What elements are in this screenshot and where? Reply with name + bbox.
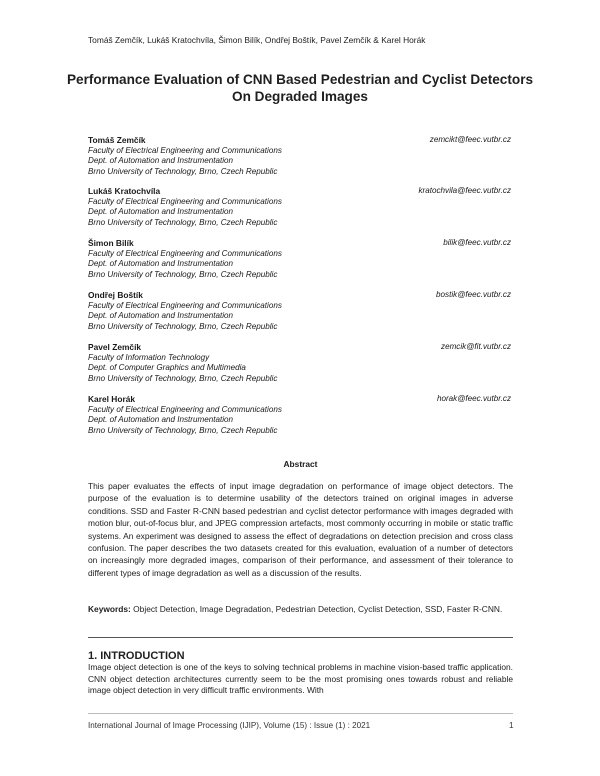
running-head: Tomáš Zemčík, Lukáš Kratochvíla, Šimon Bilík, Ondřej Boštík, Pavel Zemčík & Karel Horák xyxy=(88,35,426,45)
author-block xyxy=(88,135,513,177)
author-affiliation-dept: Dept. of Automation and Instrumentation xyxy=(88,259,234,268)
author-affiliation-dept: Dept. of Automation and Instrumentation xyxy=(88,207,234,216)
author-affiliation-faculty: Faculty of Information Technology xyxy=(88,352,210,362)
author-block xyxy=(88,186,513,228)
footer-journal: International Journal of Image Processing (IJIP), Volume (15) : Issue (1) : 2021 xyxy=(88,721,371,730)
author-block xyxy=(88,290,513,332)
author-email[interactable]: bilik@feec.vutbr.cz xyxy=(443,238,511,247)
author-affiliation-dept: Dept. of Automation and Instrumentation xyxy=(88,415,234,424)
author-affiliation-university: Brno University of Technology, Brno, Czech Republic xyxy=(88,321,278,331)
author-name: Tomáš Zemčík xyxy=(88,135,146,145)
section-heading-introduction: 1. INTRODUCTION xyxy=(88,650,185,662)
author-name: Šimon Bilík xyxy=(88,238,134,248)
author-email[interactable]: zemcikt@feec.vutbr.cz xyxy=(429,135,511,144)
author-affiliation-university: Brno University of Technology, Brno, Czech Republic xyxy=(88,373,278,383)
footer-divider xyxy=(88,713,513,714)
author-affiliation-university: Brno University of Technology, Brno, Czech Republic xyxy=(88,217,278,227)
author-affiliation-faculty: Faculty of Electrical Engineering and Communications xyxy=(88,196,282,206)
author-block xyxy=(88,394,513,436)
author-affiliation-faculty: Faculty of Electrical Engineering and Communications xyxy=(88,404,282,414)
author-email[interactable]: bostik@feec.vutbr.cz xyxy=(436,290,511,299)
author-name: Karel Horák xyxy=(88,394,136,404)
author-block xyxy=(88,238,513,280)
author-affiliation-dept: Dept. of Automation and Instrumentation xyxy=(88,156,234,165)
author-email[interactable]: zemcik@fit.vutbr.cz xyxy=(441,342,511,351)
author-affiliation-faculty: Faculty of Electrical Engineering and Communications xyxy=(88,248,282,258)
author-email[interactable]: kratochvila@feec.vutbr.cz xyxy=(418,186,511,195)
keywords-text: Object Detection, Image Degradation, Pedestrian Detection, Cyclist Detection, SSD, Faster R-CNN. xyxy=(133,604,503,614)
introduction-body: Image object detection is one of the keys to solving technical problems in machine vision-based traffic application. CNN object detection architectures currently seem to be the most promising ones towards robust and reliable image object detection in very difficult traffic environments. With xyxy=(88,662,513,695)
section-divider xyxy=(88,637,513,638)
author-name: Pavel Zemčík xyxy=(88,342,142,352)
abstract-heading: Abstract xyxy=(283,459,318,469)
paper-title: Performance Evaluation of CNN Based Pedestrian and Cyclist Detectors On Degraded Images xyxy=(66,72,534,104)
author-block xyxy=(88,342,513,384)
author-affiliation-university: Brno University of Technology, Brno, Czech Republic xyxy=(88,425,278,435)
author-affiliation-faculty: Faculty of Electrical Engineering and Communications xyxy=(88,145,282,155)
keywords xyxy=(88,603,513,615)
author-affiliation-dept: Dept. of Computer Graphics and Multimedia xyxy=(88,363,246,372)
author-name: Lukáš Kratochvíla xyxy=(88,186,161,196)
author-affiliation-university: Brno University of Technology, Brno, Czech Republic xyxy=(88,166,278,176)
author-name: Ondřej Boštík xyxy=(88,290,143,300)
author-email[interactable]: horak@feec.vutbr.cz xyxy=(436,394,511,403)
author-affiliation-university: Brno University of Technology, Brno, Czech Republic xyxy=(88,269,278,279)
keywords-label: Keywords: xyxy=(88,604,131,614)
author-affiliation-dept: Dept. of Automation and Instrumentation xyxy=(88,311,234,320)
abstract-body: This paper evaluates the effects of input image degradation on performance of image object detectors. The purpose of the evaluation is to determine usability of the detectors trained on original images in adverse conditions. SSD and Faster R-CNN based pedestrian and cyclist detector performance with images degraded with motion blur, out-of-focus blur, and JPEG compression artefacts, most commonly occurring in mobile or static traffic systems. An experiment was designed to assess the effect of degradations on detection precision and cross class confusion. The paper describes the two datasets created for this evaluation, evaluation of a number of detectors on increasingly more degraded images, comparison of their performance, and assessment of their tolerance to different types of image degradation as well as a discussion of the results. xyxy=(88,481,513,578)
author-affiliation-faculty: Faculty of Electrical Engineering and Communications xyxy=(88,300,282,310)
page-number: 1 xyxy=(509,721,514,730)
